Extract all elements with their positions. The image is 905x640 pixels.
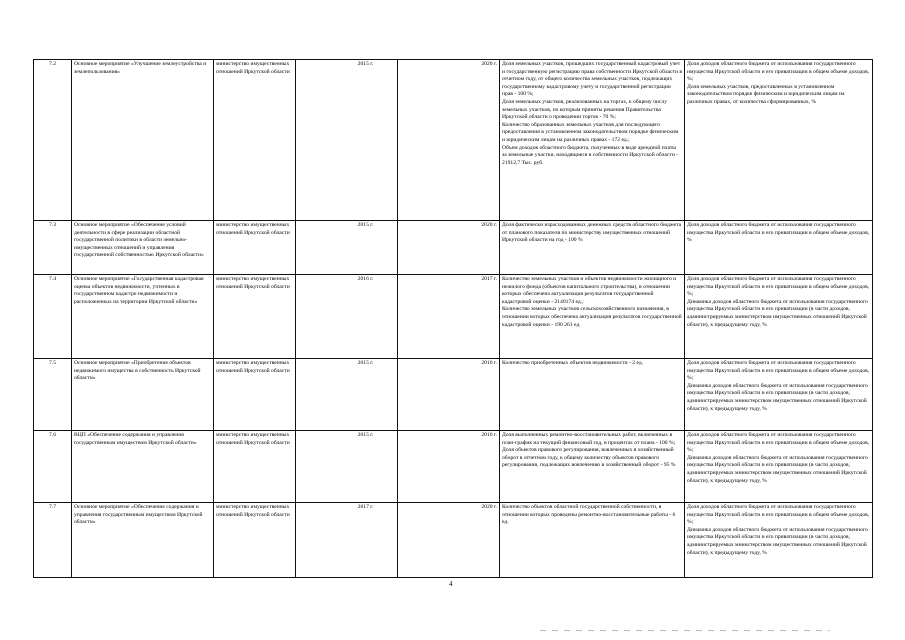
- executor: министерство имущественных отношений Иркутской области: [214, 275, 296, 359]
- end-year: 2020 г.: [398, 221, 500, 275]
- event-name: Основное мероприятие «Государственная кадастровая оценка объектов недвижимости, учтенных в государственном кадастре недвижимости и расположенных на территории Иркутской области»: [72, 275, 214, 359]
- event-name: Основное мероприятие «Обеспечение условий деятельности в сфере реализации областной государственной политики в области земельно-имущественных отношений и управления государственной собственностью Иркутской области»: [72, 221, 214, 275]
- expected-result: Количество объектов областной государственной собственности, в отношении которых проведены ремонтно-восстановительные работы - 6 ед.: [500, 503, 685, 578]
- executor: министерство имущественных отношений Иркутской области: [214, 503, 296, 578]
- expected-result: Доля земельных участков, прошедших государственный кадастровый учет и государственную регистрацию права собственности Иркутской области в отчетном году, от общего количества земельных участков, подлежащих государственному кадастровому учету и государственной регистрации прав - 100 %; Доля земельных участков, реализованных на торгах, к общему числу земельных участков, по которым приняты решения Правительства Иркутской области о проведении торгов - 70 %; Количество образованных земельных участков для последующего предоставления в установленном законодательством порядке физическим и юридическим лицам на различных правах - 172 ед.; Объем доходов областного бюджета, полученных в виде арендной платы за земельные участки, находящиеся в собственности Иркутской области - 21912,7 Тыс. руб.: [500, 60, 685, 221]
- table-row: [34, 221, 873, 275]
- start-year: 2015 г.: [296, 359, 398, 431]
- target-indicator: Доля доходов областного бюджета от использования государственного имущества Иркутской области и его приватизации в общем объеме доходов, %; Динамика доходов областного бюджета от использования государственного имущества Иркутской области и его приватизации (в части доходов, администрируемых министерством имущественных отношений Иркутской области), к предыдущему году, %: [685, 275, 873, 359]
- event-name: Основное мероприятие «Улучшение землеустройства и землепользования»: [72, 60, 214, 221]
- start-year: 2017 г.: [296, 503, 398, 578]
- executor: министерство имущественных отношений Иркутской области: [214, 359, 296, 431]
- row-number: 7.6: [34, 431, 72, 503]
- scan-artifact: [540, 630, 830, 631]
- table-row: [34, 431, 873, 503]
- start-year: 2015 г.: [296, 431, 398, 503]
- row-number: 7.4: [34, 275, 72, 359]
- table-row: [34, 275, 873, 359]
- target-indicator: Доля доходов областного бюджета от использования государственного имущества Иркутской области и его приватизации в общем объеме доходов, %; Динамика доходов областного бюджета от использования государственного имущества Иркутской области и его приватизации (в части доходов, администрируемых министерством имущественных отношений Иркутской области), к предыдущему году, %: [685, 431, 873, 503]
- target-indicator: Доля доходов областного бюджета от использования государственного имущества Иркутской области и его приватизации в общем объеме доходов, %; Динамика доходов областного бюджета от использования государственного имущества Иркутской области и его приватизации (в части доходов, администрируемых министерством имущественных отношений Иркутской области), к предыдущему году, %: [685, 503, 873, 578]
- target-indicator: Доля доходов областного бюджета от использования государственного имущества Иркутской области и его приватизации в общем объеме доходов, %; Доля земельных участков, предоставленных в установленном законодательством порядке физическим и юридическим лицам на различных правах, от количества сформированных, %: [685, 60, 873, 221]
- target-indicator: Доля доходов областного бюджета от использования государственного имущества Иркутской области и его приватизации в общем объеме доходов, %; Динамика доходов областного бюджета от использования государственного имущества Иркутской области и его приватизации (в части доходов, администрируемых министерством имущественных отношений Иркутской области), к предыдущему году, %: [685, 359, 873, 431]
- expected-result: Количество приобретенных объектов недвижимости - 2 ед.: [500, 359, 685, 431]
- executor: министерство имущественных отношений Иркутской области: [214, 221, 296, 275]
- executor: министерство имущественных отношений Иркутской области: [214, 60, 296, 221]
- event-name: Основное мероприятие «Обеспечение содержания и управления государственным имуществом Иркутской области»: [72, 503, 214, 578]
- end-year: 2016 г.: [398, 359, 500, 431]
- start-year: 2016 г.: [296, 275, 398, 359]
- start-year: 2015 г.: [296, 221, 398, 275]
- start-year: 2015 г.: [296, 60, 398, 221]
- expected-result: Количество земельных участков и объектов недвижимости жилищного и нежилого фонда (объектов капитального строительства), в отношении которых обеспечена актуализация результатов государственной кадастровой оценки - 2140174 ед.; Количество земельных участков сельскохозяйственного назначения, в отношении которых обеспечена актуализация результатов государственной кадастровой оценки - 190 261 ед.: [500, 275, 685, 359]
- end-year: 2017 г.: [398, 275, 500, 359]
- table-row: [34, 60, 873, 221]
- program-events-table: [33, 59, 873, 578]
- end-year: 2020 г.: [398, 60, 500, 221]
- end-year: 2020 г.: [398, 503, 500, 578]
- table-row: [34, 359, 873, 431]
- event-name: ВЦП «Обеспечение содержания и управления государственным имуществом Иркутской области»: [72, 431, 214, 503]
- end-year: 2016 г.: [398, 431, 500, 503]
- page-number: 4: [449, 580, 453, 588]
- table-row: [34, 503, 873, 578]
- row-number: 7.3: [34, 221, 72, 275]
- row-number: 7.2: [34, 60, 72, 221]
- row-number: 7.5: [34, 359, 72, 431]
- event-name: Основное мероприятие «Приобретение объектов недвижимого имущества в собственность Иркутской области»: [72, 359, 214, 431]
- expected-result: Доля выполненных ремонтно-восстановительных работ, включенных в план-график на текущий финансовый год, в процентах от плана - 100 %; Доля объектов правового регулирования, вовлеченных в хозяйственный оборот в отчетном году, к общему количеству объектов правового регулирования, подлежащих вовлечению в хозяйственный оборот - 95 %: [500, 431, 685, 503]
- target-indicator: Доля доходов областного бюджета от использования государственного имущества Иркутской области и его приватизации в общем объеме доходов, %: [685, 221, 873, 275]
- executor: министерство имущественных отношений Иркутской области: [214, 431, 296, 503]
- expected-result: Доля фактически израсходованных денежных средств областного бюджета от планового показателя по министерству имущественных отношений Иркутской области на год - 100 %: [500, 221, 685, 275]
- row-number: 7.7: [34, 503, 72, 578]
